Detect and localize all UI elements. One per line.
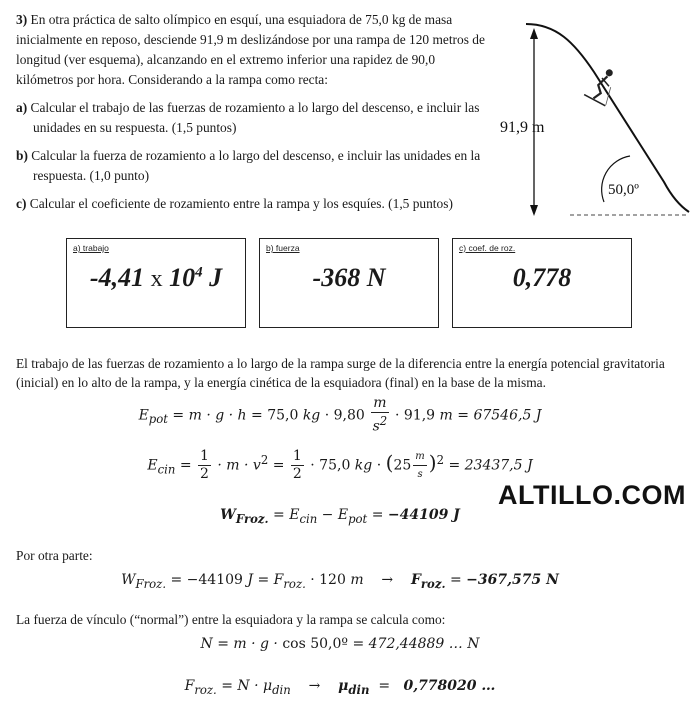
ecin-equation: $E_{cin}$ = $\frac{1}{2}$ · $m \cdot v^2$ = $\frac{1}{2}$ · 75,0 kg · (25 $\frac{m}{s}$ )$^2$ = 23437,5 J	[147, 448, 533, 482]
problem-text: En otra práctica de salto olímpico en esquí, una esquiadora de 75,0 kg de masa inicialmente en reposo, desciende 91,9 m deslizándose por una rampa de 120 metros de longitud (ver esquema), alcanzando en el extremo inferior una rapidez de 90,0 kilómetros por hora. Considerando a la rampa como recta:	[16, 12, 485, 87]
solution-intro: El trabajo de las fuerzas de rozamiento a lo largo de la rampa surge de la diferencia entre la energía potencial gravitatoria (inicial) en lo alto de la rampa, y la energía cinética de la esquiadora (final) en la base de la misma.	[16, 356, 665, 390]
arrow-down-icon	[530, 205, 538, 216]
answer-a-times: x	[150, 266, 163, 292]
part-a-letter: a)	[16, 100, 28, 115]
friction-force-result: −367,575 N	[466, 572, 559, 588]
problem-intro	[16, 10, 488, 90]
answer-a-base: 10	[169, 263, 196, 292]
ecin-result: 23437,5 J	[464, 457, 533, 474]
angle-label: 50,0º	[608, 182, 639, 198]
answer-box-a	[66, 238, 246, 328]
part-b-text: Calcular la fuerza de rozamiento a lo largo del descenso, e incluir las unidades en la respuesta. (1,0 punto)	[31, 148, 481, 183]
ramp-diagram	[496, 12, 696, 227]
answer-a-label: a) trabajo	[73, 243, 109, 253]
part-a	[16, 98, 488, 138]
normal-force-result: 472,44889 … N	[368, 636, 480, 652]
problem-number: 3)	[16, 12, 28, 27]
part-a-text: Calcular el trabajo de las fuerzas de rozamiento a lo largo del descenso, e incluir las unidades en su respuesta. (1,5 puntos)	[30, 100, 480, 135]
part-b-letter: b)	[16, 148, 28, 163]
work-result: −44109 J	[387, 507, 460, 523]
problem-statement	[16, 10, 488, 214]
epot-equation: $E_{pot} = m \cdot g \cdot h = 75,0$ kg · 9,80 $\frac{m}{s^2}$ · 91,9 m = 67546,5 J	[138, 395, 542, 435]
normal-force-equation: N = m · g · cos 50,0º = 472,44889 … N	[200, 636, 480, 652]
height-label: 91,9 m	[500, 119, 545, 136]
arrow-up-icon	[530, 28, 538, 39]
answer-b-value: -368 N	[312, 263, 386, 292]
part-b	[16, 146, 488, 186]
mu-result: 0,778020 …	[403, 678, 496, 694]
answer-a-exponent: 4	[195, 264, 203, 281]
mu-equation: $F_{roz.} = N \cdot \mu_{din}$ → $\mu_{din} = 0,778020$ …	[184, 678, 496, 697]
answer-a-unit: J	[209, 263, 223, 292]
answer-box-c	[452, 238, 632, 328]
answer-a-mantissa: -4,41	[89, 263, 145, 292]
watermark-logo: ALTILLO.COM	[498, 480, 686, 510]
friction-force-equation: $W_{Froz.} = -44109$ $J = F_{roz.} \cdot 120$ m → $F_{roz.} = -367,575$ N	[121, 572, 559, 591]
answer-b-label: b) fuerza	[266, 243, 300, 253]
other-hand-text: Por otra parte:	[16, 548, 93, 563]
answer-a-value	[67, 263, 245, 293]
normal-force-text: La fuerza de vínculo (“normal”) entre la esquiadora y la rampa se calcula como:	[16, 612, 446, 627]
answer-c-label: c) coef. de roz.	[459, 243, 516, 253]
part-c-letter: c)	[16, 196, 27, 211]
part-c-text: Calcular el coeficiente de rozamiento entre la rampa y los esquíes. (1,5 puntos)	[29, 196, 453, 211]
answer-c-value: 0,778	[512, 263, 572, 292]
work-equation: $W_{Froz.} = E_{cin} - E_{pot} = -44109$ J	[220, 507, 460, 526]
epot-result: 67546,5 J	[473, 407, 542, 424]
part-c	[16, 194, 488, 214]
answer-box-b	[259, 238, 439, 328]
